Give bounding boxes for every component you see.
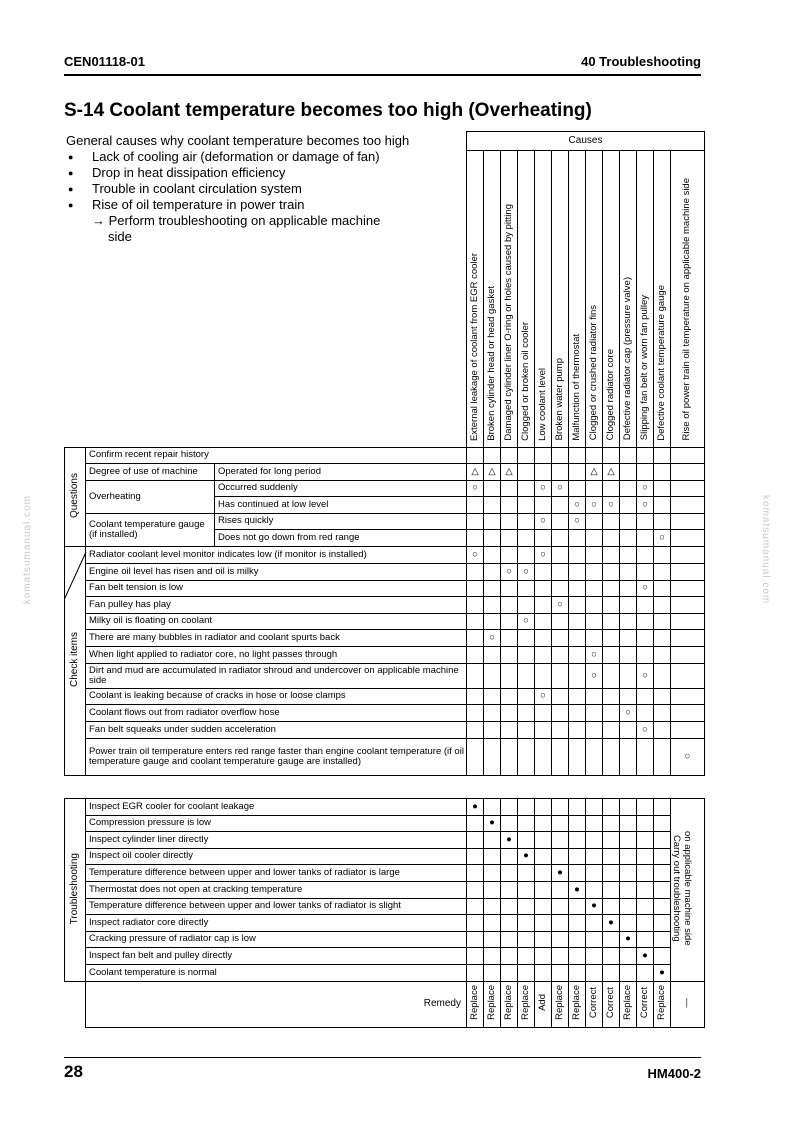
triangle-mark: △ [586,464,603,481]
circle-mark: ○ [637,581,654,597]
question-text: Coolant temperature gauge (if installed) [86,514,215,547]
bullet-item: ● Trouble in coolant circulation system [66,181,436,197]
circle-mark: ○ [501,564,518,581]
question-text: Overheating [86,481,215,514]
question-sub: Does not go down from red range [215,530,467,547]
cause-label: External leakage of coolant from EGR cooler [467,151,484,448]
check-item-text: Fan pulley has play [86,597,467,614]
question-sub: Has continued at low level [215,497,467,514]
questions-group-label: Questions [65,448,86,547]
cause-label: Defective radiator cap (pressure valve) [620,151,637,448]
dot-mark: ● [586,899,603,915]
bullet-item: ● Drop in heat dissipation efficiency [66,165,436,181]
circle-mark: ○ [603,497,620,514]
dot-mark: ● [654,965,671,982]
question-sub: Operated for long period [215,464,467,481]
circle-mark: ○ [552,597,569,614]
dot-mark: ● [484,816,501,832]
remedy-cell: Replace [501,982,518,1028]
troubleshooting-step: Compression pressure is low [86,816,467,832]
header-rule [64,74,701,76]
troubleshooting-step: Inspect radiator core directly [86,915,467,932]
circle-mark: ○ [637,664,654,689]
check-item-text: Coolant is leaking because of cracks in hose or loose clamps [86,689,467,705]
watermark: komatsumanual.com [760,495,771,605]
circle-mark: ○ [535,689,552,705]
page-number: 28 [64,1062,83,1081]
dot-mark: ● [637,948,654,965]
troubleshooting-step: Inspect EGR cooler for coolant leakage [86,799,467,816]
circle-mark: ○ [535,481,552,497]
circle-mark: ○ [569,514,586,530]
circle-mark: ○ [467,547,484,564]
troubleshooting-step: Temperature difference between upper and lower tanks of radiator is slight [86,899,467,915]
question-text: Confirm recent repair history [86,448,467,464]
arrow-note-cont: side [108,229,132,244]
circle-mark: ○ [654,530,671,547]
circle-mark: ○ [518,564,535,581]
circle-mark: ○ [671,739,705,776]
troubleshooting-group-label: Troubleshooting [65,799,86,982]
troubleshooting-matrix [64,798,705,1028]
dot-mark: ● [620,932,637,948]
cause-label: Rise of power train oil temperature on applicable machine side [671,151,705,448]
question-text: Degree of use of machine [86,464,215,481]
document-code: CEN01118-01 [64,54,145,69]
dot-mark: ● [518,849,535,865]
circle-mark: ○ [569,497,586,514]
circle-mark: ○ [518,614,535,630]
circle-mark: ○ [586,664,603,689]
dot-mark: ● [501,832,518,849]
remedy-cell: Replace [518,982,535,1028]
circle-mark: ○ [484,630,501,647]
cause-label: Clogged radiator core [603,151,620,448]
machine-model: HM400-2 [647,1066,701,1081]
check-item-text: There are many bubbles in radiator and coolant spurts back [86,630,467,647]
arrow-note: → Perform troubleshooting on applicable machine [92,213,381,228]
remedy-cell: Replace [654,982,671,1028]
remedy-label: Remedy [86,982,467,1028]
circle-mark: ○ [637,481,654,497]
causes-header: Causes [467,132,705,151]
troubleshooting-step: Coolant temperature is normal [86,965,467,982]
troubleshooting-step: Temperature difference between upper and lower tanks of radiator is large [86,865,467,882]
remedy-cell: Replace [569,982,586,1028]
troubleshooting-step: Thermostat does not open at cracking temperature [86,882,467,899]
intro-lead: General causes why coolant temperature becomes too high [66,133,410,148]
question-sub: Rises quickly [215,514,467,530]
watermark: komatsumanual.com [22,495,33,605]
remedy-cell: Correct [637,982,654,1028]
cause-label: Low coolant level [535,151,552,448]
section-title: 40 Troubleshooting [581,54,701,69]
cause-label: Slipping fan belt or worn fan pulley [637,151,654,448]
footer-rule [64,1057,701,1058]
remedy-cell: Replace [552,982,569,1028]
troubleshooting-step: Cracking pressure of radiator cap is low [86,932,467,948]
cause-label: Damaged cylinder liner O-ring or holes caused by pitting [501,151,518,448]
check-item-text: Radiator coolant level monitor indicates low (if monitor is installed) [86,547,467,564]
cause-label: Malfunction of thermostat [569,151,586,448]
circle-mark: ○ [586,647,603,664]
check-item-text: When light applied to radiator core, no light passes through [86,647,467,664]
causes-matrix [64,131,705,776]
circle-mark: ○ [586,497,603,514]
check-item-text: Milky oil is floating on coolant [86,614,467,630]
dot-mark: ● [569,882,586,899]
divider-diagonal [64,550,94,602]
troubleshooting-step: Inspect cylinder liner directly [86,832,467,849]
triangle-mark: △ [603,464,620,481]
circle-mark: ○ [620,705,637,722]
remedy-cell: Add [535,982,552,1028]
check-item-text: Fan belt squeaks under sudden acceleration [86,722,467,739]
remedy-cell: — [671,982,705,1028]
circle-mark: ○ [467,481,484,497]
circle-mark: ○ [535,547,552,564]
question-sub: Occurred suddenly [215,481,467,497]
page-title: S-14 Coolant temperature becomes too high (Overheating) [64,100,592,121]
remedy-cell: Correct [603,982,620,1028]
check-item-text: Dirt and mud are accumulated in radiator shroud and undercover on applicable machine side [86,664,467,689]
check-item-text: Power train oil temperature enters red range faster than engine coolant temperature (if oil temperature gauge and coolant temperature gauge are installed) [86,739,467,776]
check-items-group-label: Check items [65,547,86,776]
remedy-cell: Replace [484,982,501,1028]
circle-mark: ○ [535,514,552,530]
bullet-item: ● Rise of oil temperature in power train [66,197,436,213]
cause-label: Defective coolant temperature gauge [654,151,671,448]
dot-mark: ● [467,799,484,816]
troubleshooting-step: Inspect fan belt and pulley directly [86,948,467,965]
check-item-text: Coolant flows out from radiator overflow hose [86,705,467,722]
remedy-cell: Correct [586,982,603,1028]
check-item-text: Engine oil level has risen and oil is milky [86,564,467,581]
circle-mark: ○ [552,481,569,497]
bullet-item: ● Lack of cooling air (deformation or damage of fan) [66,149,436,165]
cause-label: Broken cylinder head or head gasket [484,151,501,448]
dot-mark: ● [603,915,620,932]
carry-out-note: Carry out troubleshooting on applicable machine side [671,799,705,982]
circle-mark: ○ [637,497,654,514]
remedy-cell: Replace [620,982,637,1028]
cause-label: Clogged or crushed radiator fins [586,151,603,448]
triangle-mark: △ [467,464,484,481]
triangle-mark: △ [484,464,501,481]
cause-label: Broken water pump [552,151,569,448]
troubleshooting-step: Inspect oil cooler directly [86,849,467,865]
remedy-cell: Replace [467,982,484,1028]
cause-label: Clogged or broken oil cooler [518,151,535,448]
check-item-text: Fan belt tension is low [86,581,467,597]
dot-mark: ● [552,865,569,882]
triangle-mark: △ [501,464,518,481]
circle-mark: ○ [637,722,654,739]
